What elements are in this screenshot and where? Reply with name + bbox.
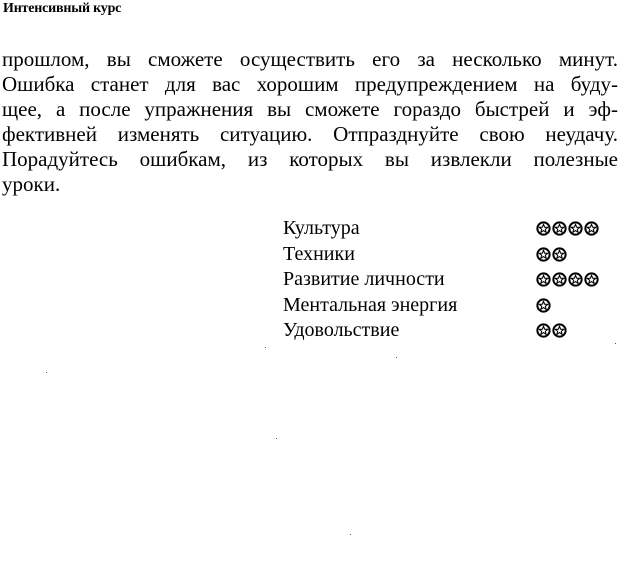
paragraph-line: щее, а после упражнения вы сможете гораздо быстрей и эф- (2, 97, 618, 121)
scan-speck (276, 438, 277, 439)
star-in-circle-icon (552, 221, 567, 236)
rating-label: Развитие личности (283, 268, 445, 290)
star-in-circle-icon (552, 272, 567, 287)
star-in-circle-icon (536, 221, 551, 236)
star-in-circle-icon (584, 272, 599, 287)
rating-label: Культура (283, 217, 360, 239)
scan-speck (396, 357, 397, 358)
rating-stars (536, 323, 567, 338)
paragraph-line: Ошибка станет для вас хорошим предупреждением на буду- (2, 72, 618, 96)
rating-row (283, 293, 618, 319)
star-in-circle-icon (568, 272, 583, 287)
paragraph-line: прошлом, вы сможете осуществить его за несколько минут. (2, 47, 618, 71)
star-in-circle-icon (536, 247, 551, 262)
rating-stars (536, 298, 551, 313)
star-in-circle-icon (552, 247, 567, 262)
paragraph-line: уроки. (2, 172, 61, 196)
rating-label: Ментальная энергия (283, 293, 458, 316)
ratings-table (283, 216, 618, 344)
star-in-circle-icon (536, 323, 551, 338)
scan-speck (615, 343, 616, 344)
rating-label: Техники (283, 242, 355, 265)
running-head: Интенсивный курс (3, 1, 122, 16)
rating-stars (536, 221, 599, 236)
paragraph-line: фективней изменять ситуацию. Отпразднуйте свою неудачу. (2, 122, 618, 146)
star-in-circle-icon (552, 323, 567, 338)
rating-row (283, 318, 618, 344)
scan-speck (350, 534, 351, 535)
star-in-circle-icon (568, 221, 583, 236)
rating-label: Удовольствие (283, 319, 400, 341)
body-paragraph (2, 47, 618, 197)
scan-speck (46, 372, 47, 373)
rating-stars (536, 272, 599, 287)
star-in-circle-icon (584, 221, 599, 236)
scan-speck (265, 347, 266, 348)
rating-row (283, 242, 618, 268)
paragraph-line: Порадуйтесь ошибкам, из которых вы извлекли полезные (2, 147, 618, 171)
star-in-circle-icon (536, 298, 551, 313)
star-in-circle-icon (536, 272, 551, 287)
rating-row (283, 267, 618, 293)
rating-row (283, 216, 618, 242)
rating-stars (536, 247, 567, 262)
